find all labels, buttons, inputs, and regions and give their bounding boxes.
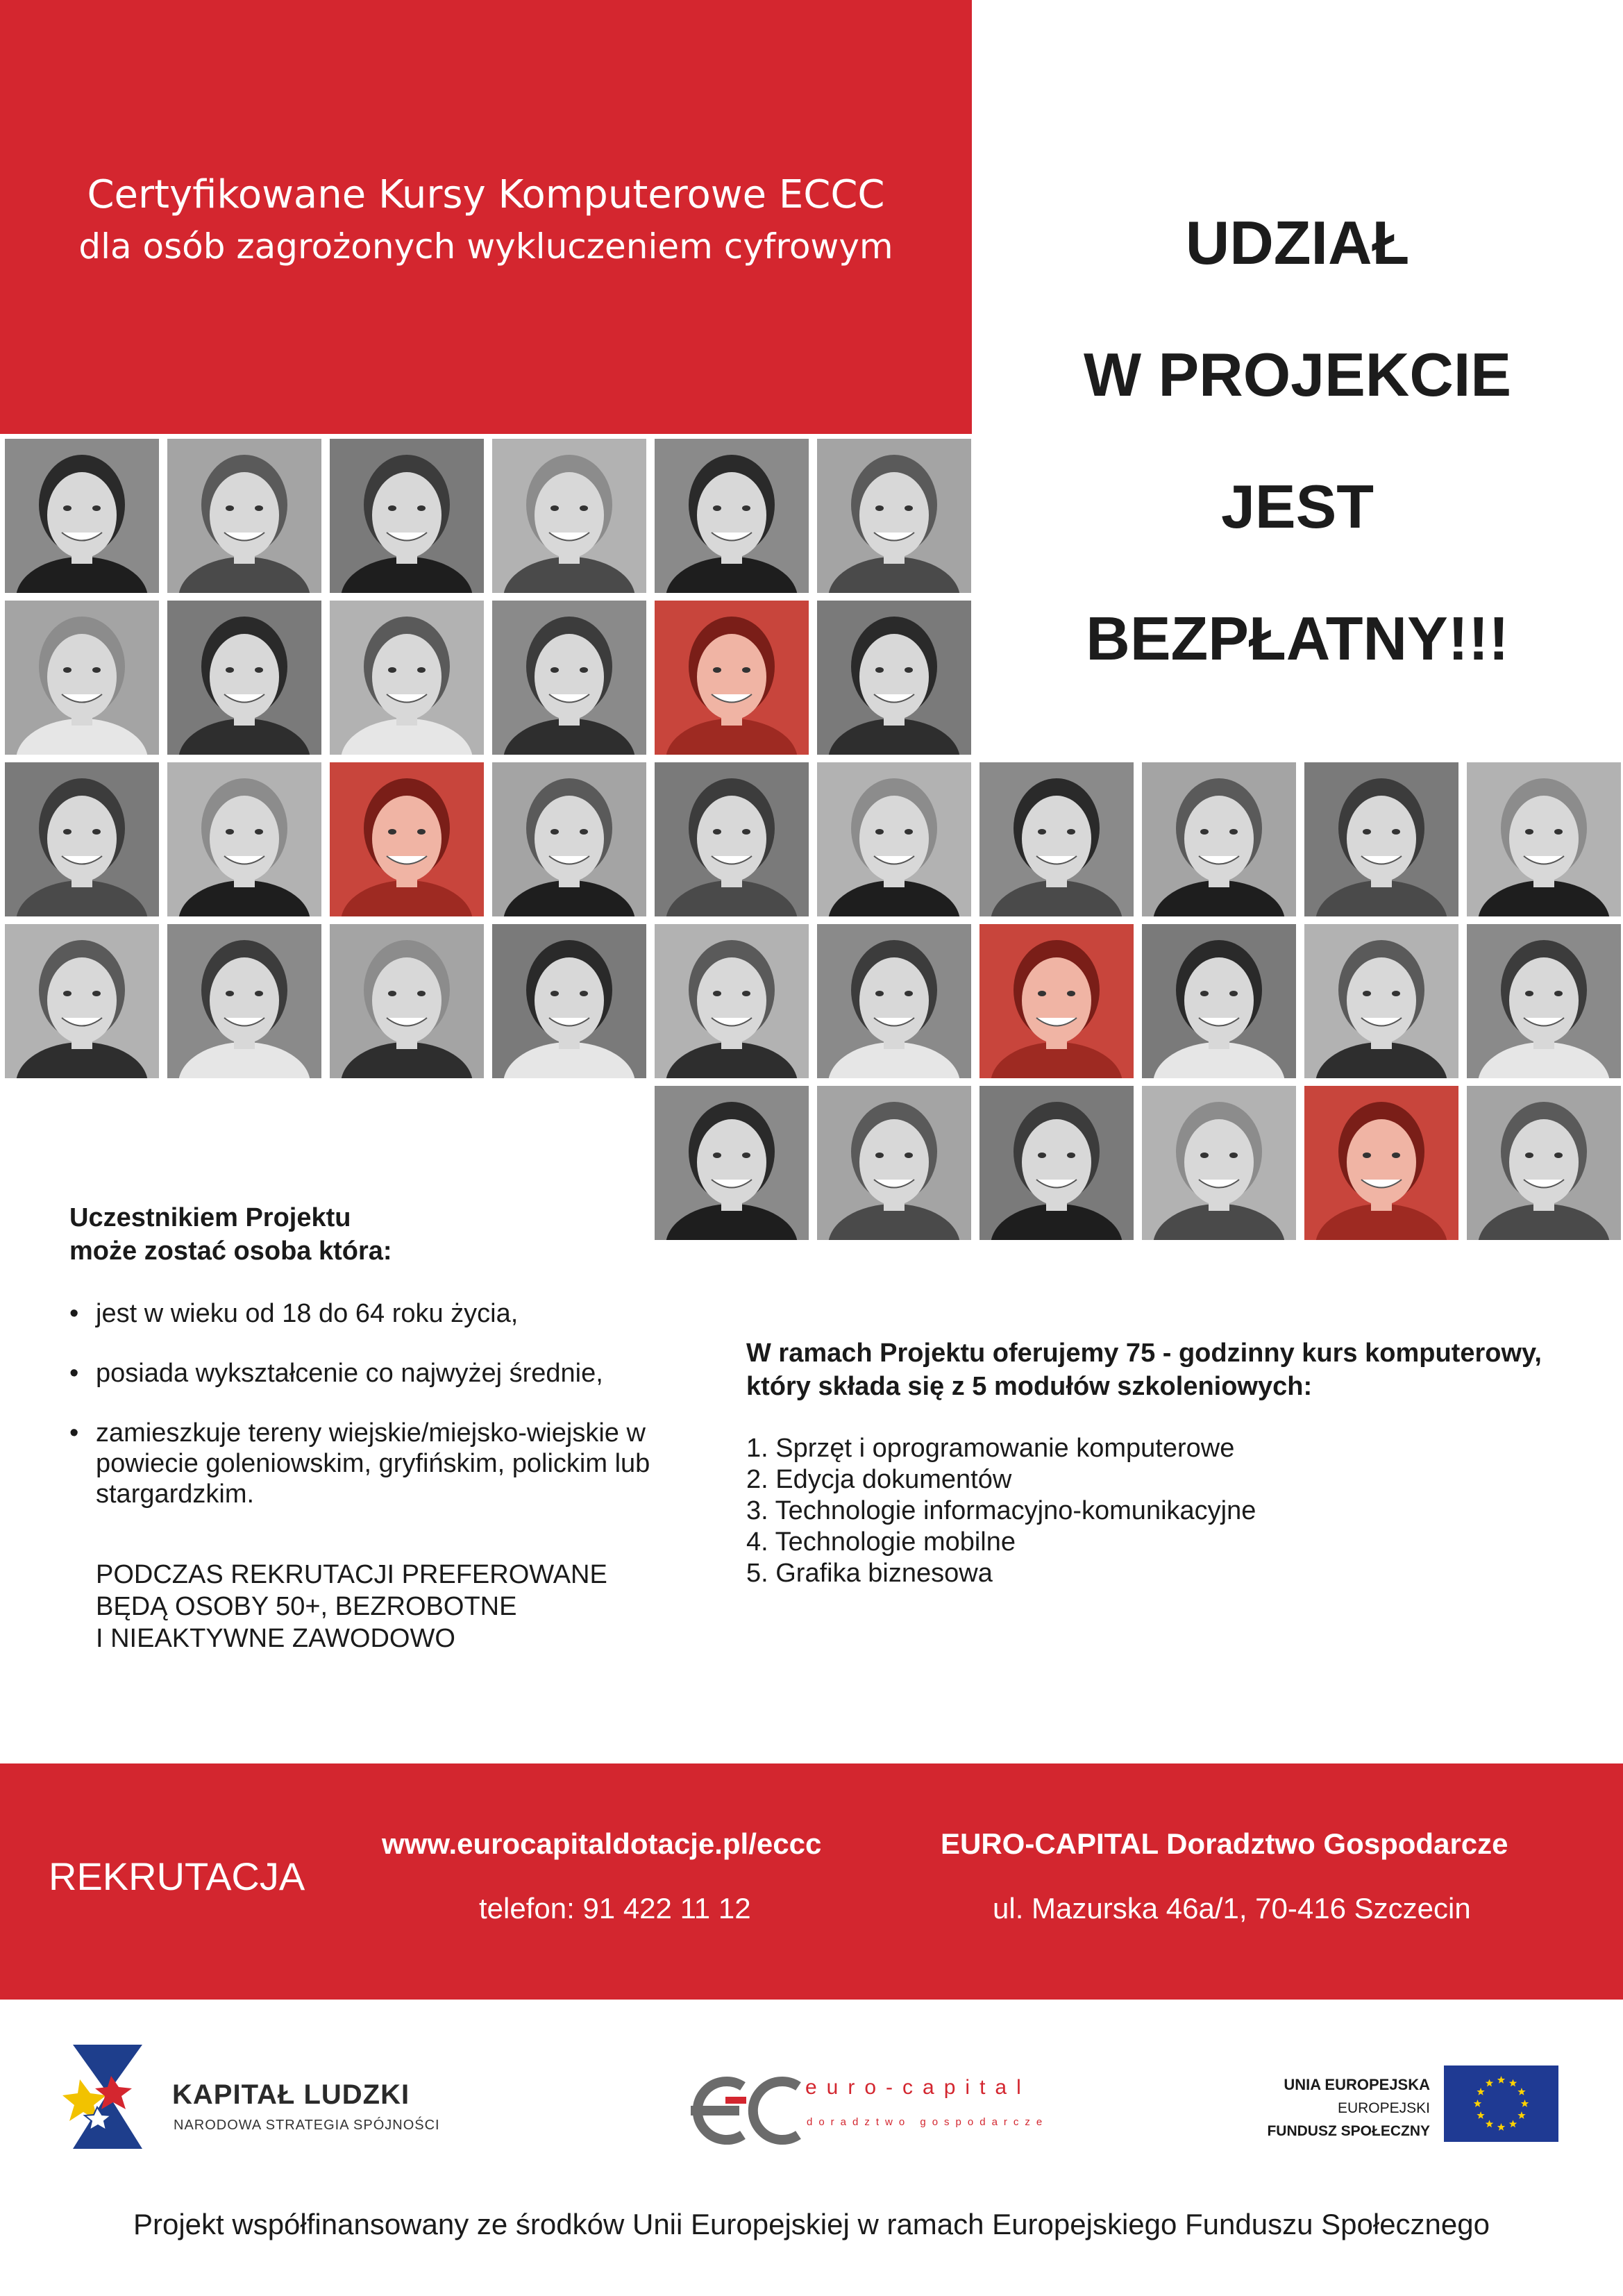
- course-subtitle: dla osób zagrożonych wykluczeniem cyfrowym: [78, 226, 893, 267]
- eu-fund-line: EUROPEJSKI: [1337, 2100, 1430, 2116]
- portrait-photo: [979, 1086, 1134, 1240]
- recruitment-preference: [96, 1559, 721, 1654]
- portrait-photo: [817, 924, 971, 1078]
- portrait-photo: [492, 762, 646, 916]
- eu-flag-icon: [1444, 2065, 1558, 2142]
- portrait-photo: [655, 924, 809, 1078]
- portrait-photo: [5, 762, 159, 916]
- eligibility-heading: [69, 1201, 392, 1268]
- portrait-photo: [492, 439, 646, 593]
- eligibility-heading-line: może zostać osoba która:: [69, 1237, 392, 1266]
- eu-name: UNIA EUROPEJSKA: [1284, 2076, 1430, 2093]
- free-line: W PROJEKCIE: [1083, 340, 1512, 409]
- offer-heading-line: który składa się z 5 modułów szkoleniowych:: [746, 1372, 1313, 1401]
- eligibility-item: • zamieszkuje tereny wiejskie/miejsko-wiejskie w powiecie goleniowskim, gryfińskim, polickim lub stargardzkim.: [69, 1418, 707, 1509]
- portrait-photo: [330, 762, 484, 916]
- portrait-photo: [492, 924, 646, 1078]
- offer-heading: [746, 1336, 1593, 1403]
- portrait-photo: [167, 439, 321, 593]
- portrait-photo: [5, 601, 159, 755]
- module-item: 2. Edycja dokumentów: [746, 1465, 1012, 1494]
- portrait-photo: [5, 439, 159, 593]
- portrait-photo: [1142, 1086, 1296, 1240]
- preference-line: BĘDĄ OSOBY 50+, BEZROBOTNE: [96, 1592, 517, 1621]
- eligibility-list: [69, 1298, 694, 1539]
- kapital-ludzki-name: KAPITAŁ LUDZKI: [172, 2079, 410, 2110]
- portrait-photo: [1304, 762, 1458, 916]
- kapital-ludzki-subtitle: NARODOWA STRATEGIA SPÓJNOŚCI: [174, 2118, 440, 2133]
- eligibility-item: • jest w wieku od 18 do 64 roku życia,: [69, 1298, 694, 1329]
- portrait-photo: [1142, 924, 1296, 1078]
- module-item: 4. Technologie mobilne: [746, 1527, 1016, 1557]
- portrait-photo: [979, 762, 1134, 916]
- portrait-photo: [167, 601, 321, 755]
- euro-capital-subtitle: doradztwo gospodarcze: [807, 2116, 1049, 2128]
- portrait-photo: [492, 601, 646, 755]
- module-item: 3. Technologie informacyjno-komunikacyjne: [746, 1496, 1256, 1525]
- preference-line: PODCZAS REKRUTACJI PREFEROWANE: [96, 1560, 607, 1589]
- portrait-photo: [655, 601, 809, 755]
- kapital-ludzki-logo-icon: [59, 2041, 156, 2152]
- company-address: ul. Mazurska 46a/1, 70-416 Szczecin: [993, 1892, 1471, 1925]
- phone-number: telefon: 91 422 11 12: [479, 1892, 751, 1925]
- module-list: [746, 1433, 1593, 1589]
- portrait-photo: [330, 439, 484, 593]
- portrait-photo: [655, 762, 809, 916]
- funding-footer: Projekt współfinansowany ze środków Unii Europejskiej w ramach Europejskiego Funduszu Społecznego: [133, 2208, 1490, 2240]
- portrait-photo: [5, 924, 159, 1078]
- free-line: BEZPŁATNY!!!: [1086, 604, 1509, 673]
- portrait-photo: [655, 1086, 809, 1240]
- portrait-photo: [1467, 762, 1621, 916]
- portrait-photo: [330, 924, 484, 1078]
- portrait-photo: [817, 762, 971, 916]
- eligibility-item: • posiada wykształcenie co najwyżej średnie,: [69, 1358, 694, 1389]
- portrait-photo: [1304, 1086, 1458, 1240]
- portrait-photo: [979, 924, 1134, 1078]
- portrait-photo: [167, 762, 321, 916]
- portrait-photo: [1304, 924, 1458, 1078]
- portrait-photo: [330, 601, 484, 755]
- preference-line: I NIEAKTYWNE ZAWODOWO: [96, 1624, 455, 1653]
- module-item: 5. Grafika biznesowa: [746, 1559, 993, 1588]
- portrait-photo: [1467, 1086, 1621, 1240]
- free-line: JEST: [1220, 472, 1374, 541]
- module-item: 1. Sprzęt i oprogramowanie komputerowe: [746, 1434, 1235, 1463]
- euro-capital-name: euro-capital: [805, 2076, 1031, 2099]
- course-title: Certyfikowane Kursy Komputerowe ECCC: [87, 172, 885, 217]
- portrait-photo: [817, 601, 971, 755]
- portrait-photo: [817, 439, 971, 593]
- website-link[interactable]: www.eurocapitaldotacje.pl/eccc: [382, 1827, 822, 1860]
- portrait-photo: [655, 439, 809, 593]
- euro-capital-logo-icon: [677, 2065, 802, 2156]
- portrait-photo: [167, 924, 321, 1078]
- free-line: UDZIAŁ: [1185, 208, 1410, 277]
- company-name: EURO-CAPITAL Doradztwo Gospodarcze: [941, 1827, 1508, 1860]
- portrait-photo: [817, 1086, 971, 1240]
- portrait-photo: [1142, 762, 1296, 916]
- eligibility-heading-line: Uczestnikiem Projektu: [69, 1203, 351, 1232]
- offer-heading-line: W ramach Projektu oferujemy 75 - godzinny kurs komputerowy,: [746, 1339, 1542, 1368]
- eu-fund-line: FUNDUSZ SPOŁECZNY: [1267, 2123, 1430, 2139]
- recruitment-label: REKRUTACJA: [49, 1854, 305, 1898]
- portrait-photo: [1467, 924, 1621, 1078]
